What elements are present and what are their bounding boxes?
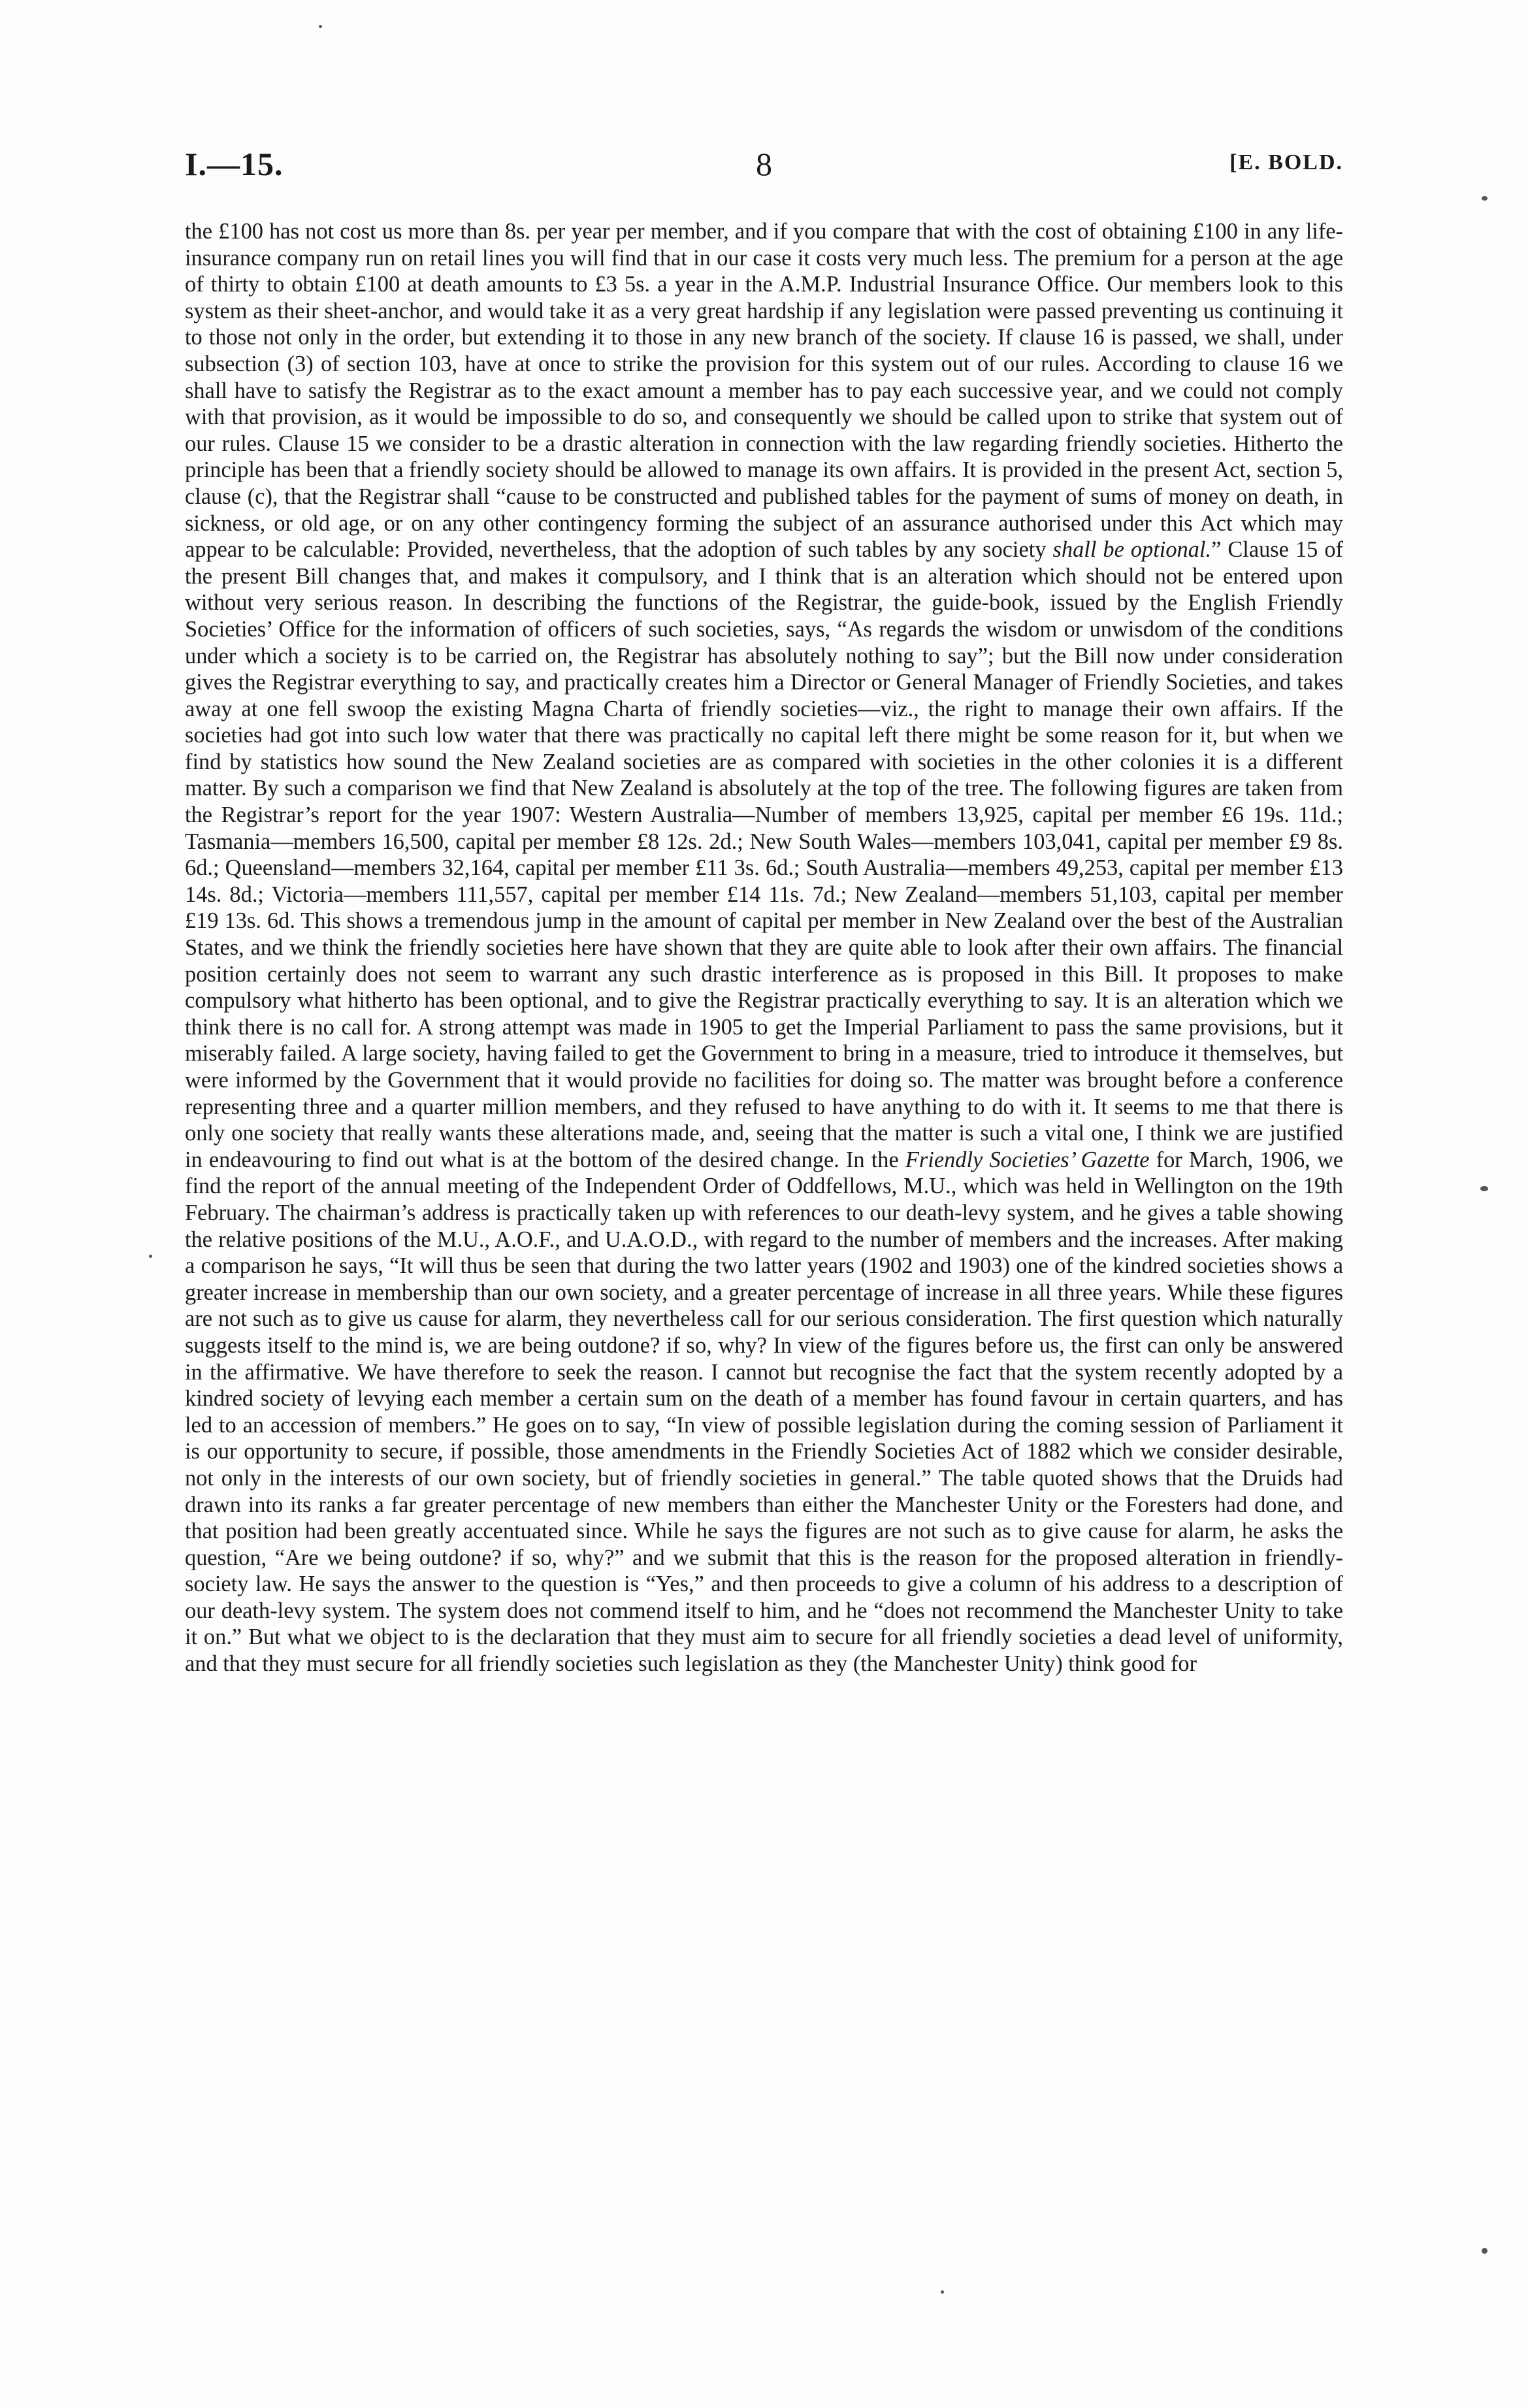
italic-phrase: shall be optional. [1052, 537, 1212, 563]
page-header [185, 145, 1343, 191]
margin-mark [941, 2290, 944, 2294]
text-run: ” Clause 15 of the present Bill changes that, and makes it compulsory, and I think that is an alteration which should not be entered upon without very serious reason. In describing the functions of the Registrar, the guide-book, issued by the English Friendly Societies’ Office for the information of officers of such societies, says, “As regards the wisdom or unwisdom of the conditions under which a society is to be carried on, the Registrar has absolutely nothing to say”; but the Bill now under consideration gives the Registrar everything to say, and practically creates him a Director or General Manager of Friendly Societies, and takes away at one fell swoop the existing Magna Charta of friendly societies—viz., the right to manage their own affairs. If the societies had got into such low water that there was practically no capital left there might be some reason for it, but when we find by statistics how sound the New Zealand societies are as compared with societies in the other colonies it is a different matter. By such a comparison we find that New Zealand is absolutely at the top of the tree. The following figures are taken from the Registrar’s report for the year 1907: Western Australia—Number of members 13,925, capital per member £6 19s. 11d.; Tasmania—members 16,500, capital per member £8 12s. 2d.; New South Wales—members 103,041, capital per member £9 8s. 6d.; Queensland—members 32,164, capital per member £11 3s. 6d.; South Australia—members 49,253, capital per member £13 14s. 8d.; Victoria—members 111,557, capital per member £14 11s. 7d.; New Zealand—members 51,103, capital per member £19 13s. 6d. This shows a tremendous jump in the amount of capital per member in New Zealand over the best of the Australian States, and we think the friendly societies here have shown that they are quite able to look after their own affairs. The financial position certainly does not seem to warrant any such drastic interference as is proposed in this Bill. It proposes to make compulsory what hitherto has been optional, and to give the Registrar practically everything to say. It is an alteration which we think there is no call for. A strong attempt was made in 1905 to get the Imperial Parliament to pass the same provisions, but it miserably failed. A large society, having failed to get the Government to bring in a measure, tried to introduce it themselves, but were informed by the Government that it would provide no facilities for doing so. The matter was brought before a conference representing three and a quarter million members, and they refused to have anything to do with it. It seems to me that there is only one society that really wants these alterations made, and, seeing that the matter is such a vital one, I think we are justified in endeavouring to find out what is at the bottom of the desired change. In the [185, 537, 1343, 1172]
document-reference: I.—15. [185, 146, 284, 182]
margin-mark [1480, 1186, 1488, 1191]
page-number: 8 [756, 146, 772, 182]
margin-mark [149, 1255, 152, 1258]
witness-name: [E. BOLD. [1229, 150, 1343, 174]
margin-mark [319, 25, 322, 28]
text-run: the £100 has not cost us more than 8s. per year per member, and if you compare that with the cost of obtaining £100 in any life-insurance company run on retail lines you will find that in our case it costs very much less. The premium for a person at the age of thirty to obtain £100 at death amounts to £3 5s. a year in the A.M.P. Industrial Insurance Office. Our members look to this system as their sheet-anchor, and would take it as a very great hardship if any legislation were passed preventing us continuing it to those not only in the order, but extending it to those in any new branch of the society. If clause 16 is passed, we shall, under subsection (3) of section 103, have at once to strike the provision for this system out of our rules. According to clause 16 we shall have to satisfy the Registrar as to the exact amount a member has to pay each successive year, and we could not comply with that provision, as it would be impossible to do so, and consequently we should be called upon to strike that system out of our rules. Clause 15 we consider to be a drastic alteration in connection with the law regarding friendly societies. Hitherto the principle has been that a friendly society should be allowed to manage its own affairs. It is provided in the present Act, section 5, clause (c), that the Registrar shall “cause to be constructed and published tables for the payment of sums of money on death, in sickness, or old age, or on any other contingency forming the subject of an assurance authorised under this Act which may appear to be calculable: Provided, nevertheless, that the adoption of such tables by any society [185, 219, 1343, 563]
margin-mark [1482, 2248, 1487, 2254]
margin-mark [1482, 196, 1487, 201]
publication-title: Friendly Societies’ Gazette [905, 1147, 1150, 1172]
testimony-paragraph [185, 218, 1343, 2224]
text-run: for March, 1906, we find the report of the annual meeting of the Independent Order of Oddfellows, M.U., which was held in Wellington on the 19th February. The chairman’s address is practically taken up with references to our death-levy system, and he gives a table showing the relative positions of the M.U., A.O.F., and U.A.O.D., with regard to the number of members and the increases. After making a comparison he says, “It will thus be seen that during the two latter years (1902 and 1903) one of the kindred societies shows a greater increase in membership than our own society, and a greater percentage of increase in all three years. While these figures are not such as to give us cause for alarm, they nevertheless call for our serious consideration. The first question which naturally suggests itself to the mind is, we are being outdone? if so, why? In view of the figures before us, the first can only be answered in the affirmative. We have therefore to seek the reason. I cannot but recognise the fact that the system recently adopted by a kindred society of levying each member a certain sum on the death of a member has found favour in certain quarters, and has led to an accession of members.” He goes on to say, “In view of possible legislation during the coming session of Parliament it is our opportunity to secure, if possible, those amendments in the Friendly Societies Act of 1882 which we consider desirable, not only in the interests of our own society, but of friendly societies in general.” The table quoted shows that the Druids had drawn into its ranks a far greater percentage of new members than either the Manchester Unity or the Foresters had done, and that position had been greatly accentuated since. While he says the figures are not such as to give cause for alarm, he asks the question, “Are we being outdone? if so, why?” and we submit that this is the reason for the proposed alteration in friendly-society law. He says the answer to the question is “Yes,” and then proceeds to give a column of his address to a description of our death-levy system. The system does not commend itself to him, and he “does not recommend the Manchester Unity to take it on.” But what we object to is the declaration that they must aim to secure for all friendly societies a dead level of uniformity, and that they must secure for all friendly societies such legislation as they (the Manchester Unity) think good for [185, 1147, 1343, 1677]
